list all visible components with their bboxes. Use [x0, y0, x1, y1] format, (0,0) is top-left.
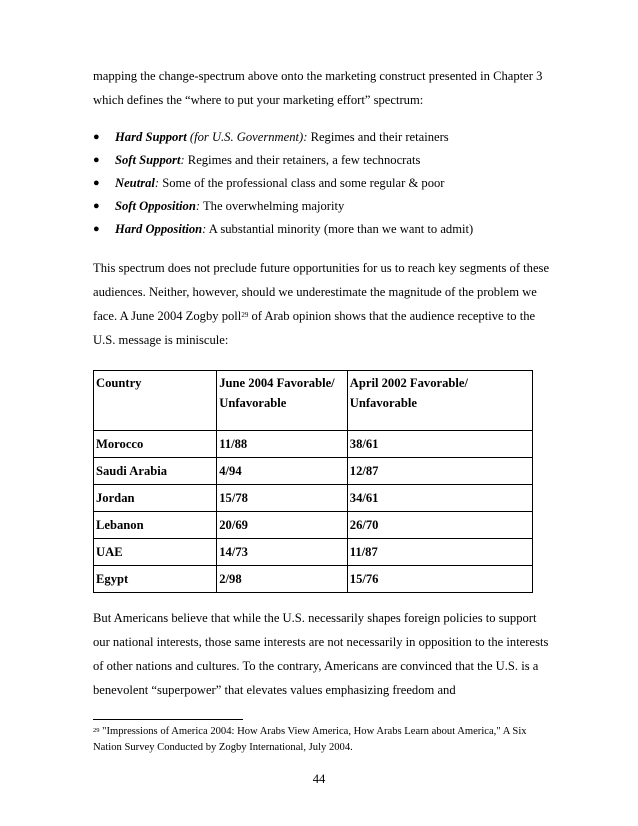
bullet-icon: ●	[93, 177, 100, 189]
spectrum-paragraph	[93, 256, 553, 352]
bullet-desc: Some of the professional class and some regular & poor	[159, 176, 445, 190]
table-cell: 34/61	[347, 485, 532, 512]
list-item	[93, 172, 553, 195]
table-cell: 15/78	[217, 485, 348, 512]
bullet-qualifier: :	[180, 153, 185, 167]
table-cell: 2/98	[217, 566, 348, 593]
table-cell: Saudi Arabia	[94, 458, 217, 485]
bullet-qualifier: :	[195, 199, 201, 213]
bullet-icon: ●	[93, 131, 100, 143]
table-cell: 4/94	[217, 458, 348, 485]
list-item	[93, 195, 553, 218]
para2-text-cont: of Arab opinion shows that the audience receptive to the U.S. message is miniscule:	[93, 309, 536, 347]
table-cell: 26/70	[347, 512, 532, 539]
table-cell: 11/88	[217, 431, 348, 458]
bullet-qualifier: :	[154, 176, 160, 190]
para2-text: This spectrum does not preclude future opportunities for us to reach key segments of these audiences. Neither, however, should we underestimate the magnitude of the problem we face. A June 2004 Zogby poll	[93, 261, 550, 323]
table-cell: 14/73	[217, 539, 348, 566]
bullet-icon: ●	[93, 223, 100, 235]
footnote-divider	[93, 719, 243, 720]
bullet-icon: ●	[93, 154, 100, 166]
spectrum-list	[93, 126, 553, 241]
table-cell: Egypt	[94, 566, 217, 593]
table-cell: Jordan	[94, 485, 217, 512]
table-row	[94, 512, 533, 539]
table-cell: Lebanon	[94, 512, 217, 539]
table-row	[94, 485, 533, 512]
table-header-cell: April 2002 Favorable/ Unfavorable	[347, 371, 532, 431]
table-header-cell: Country	[94, 371, 217, 431]
bullet-desc: A substantial minority (more than we want to admit)	[206, 222, 474, 236]
list-item	[93, 126, 553, 149]
table-row	[94, 458, 533, 485]
table-cell: UAE	[94, 539, 217, 566]
bullet-desc: Regimes and their retainers, a few technocrats	[184, 153, 421, 167]
table-header-row	[94, 371, 533, 431]
bullet-term: Hard Opposition	[115, 222, 203, 236]
table-row	[94, 566, 533, 593]
bullet-term: Neutral	[115, 176, 155, 190]
footnote-text: "Impressions of America 2004: How Arabs View America, How Arabs Learn about America," A Six Nation Survey Conducted by Zogby International, July 2004.	[93, 726, 527, 753]
table-cell: 38/61	[347, 431, 532, 458]
footnote-reference[interactable]: 29	[241, 311, 249, 319]
bullet-qualifier: (for U.S. Government):	[186, 130, 308, 144]
table-cell: Morocco	[94, 431, 217, 458]
table-header-cell: June 2004 Favorable/ Unfavorable	[217, 371, 348, 431]
table-cell: 20/69	[217, 512, 348, 539]
americans-paragraph: But Americans believe that while the U.S. necessarily shapes foreign policies to support our national interests, those same interests are not necessarily in opposition to the interests of other nations and cultures. To the contrary, Americans are convinced that the U.S. is a benevolent “superpower” that elevates values emphasizing freedom and	[93, 611, 549, 697]
list-item	[93, 218, 553, 241]
poll-table	[93, 370, 533, 593]
intro-paragraph: mapping the change-spectrum above onto the marketing construct presented in Chapter 3 which defines the “where to put your marketing effort” spectrum:	[93, 69, 543, 107]
bullet-qualifier: :	[202, 222, 207, 236]
bullet-term: Soft Support	[115, 153, 181, 167]
page-number: 44	[312, 772, 326, 786]
footnote-number: 29	[93, 727, 100, 734]
bullet-desc: The overwhelming majority	[200, 199, 345, 213]
page-body	[93, 64, 553, 702]
bullet-term: Soft Opposition	[115, 199, 196, 213]
table-cell: 15/76	[347, 566, 532, 593]
bullet-icon: ●	[93, 200, 100, 212]
table-row	[94, 431, 533, 458]
table-cell: 11/87	[347, 539, 532, 566]
bullet-term: Hard Support	[115, 130, 187, 144]
table-row	[94, 539, 533, 566]
footnote	[93, 724, 553, 756]
list-item	[93, 149, 553, 172]
bullet-desc: Regimes and their retainers	[307, 130, 449, 144]
table-cell: 12/87	[347, 458, 532, 485]
